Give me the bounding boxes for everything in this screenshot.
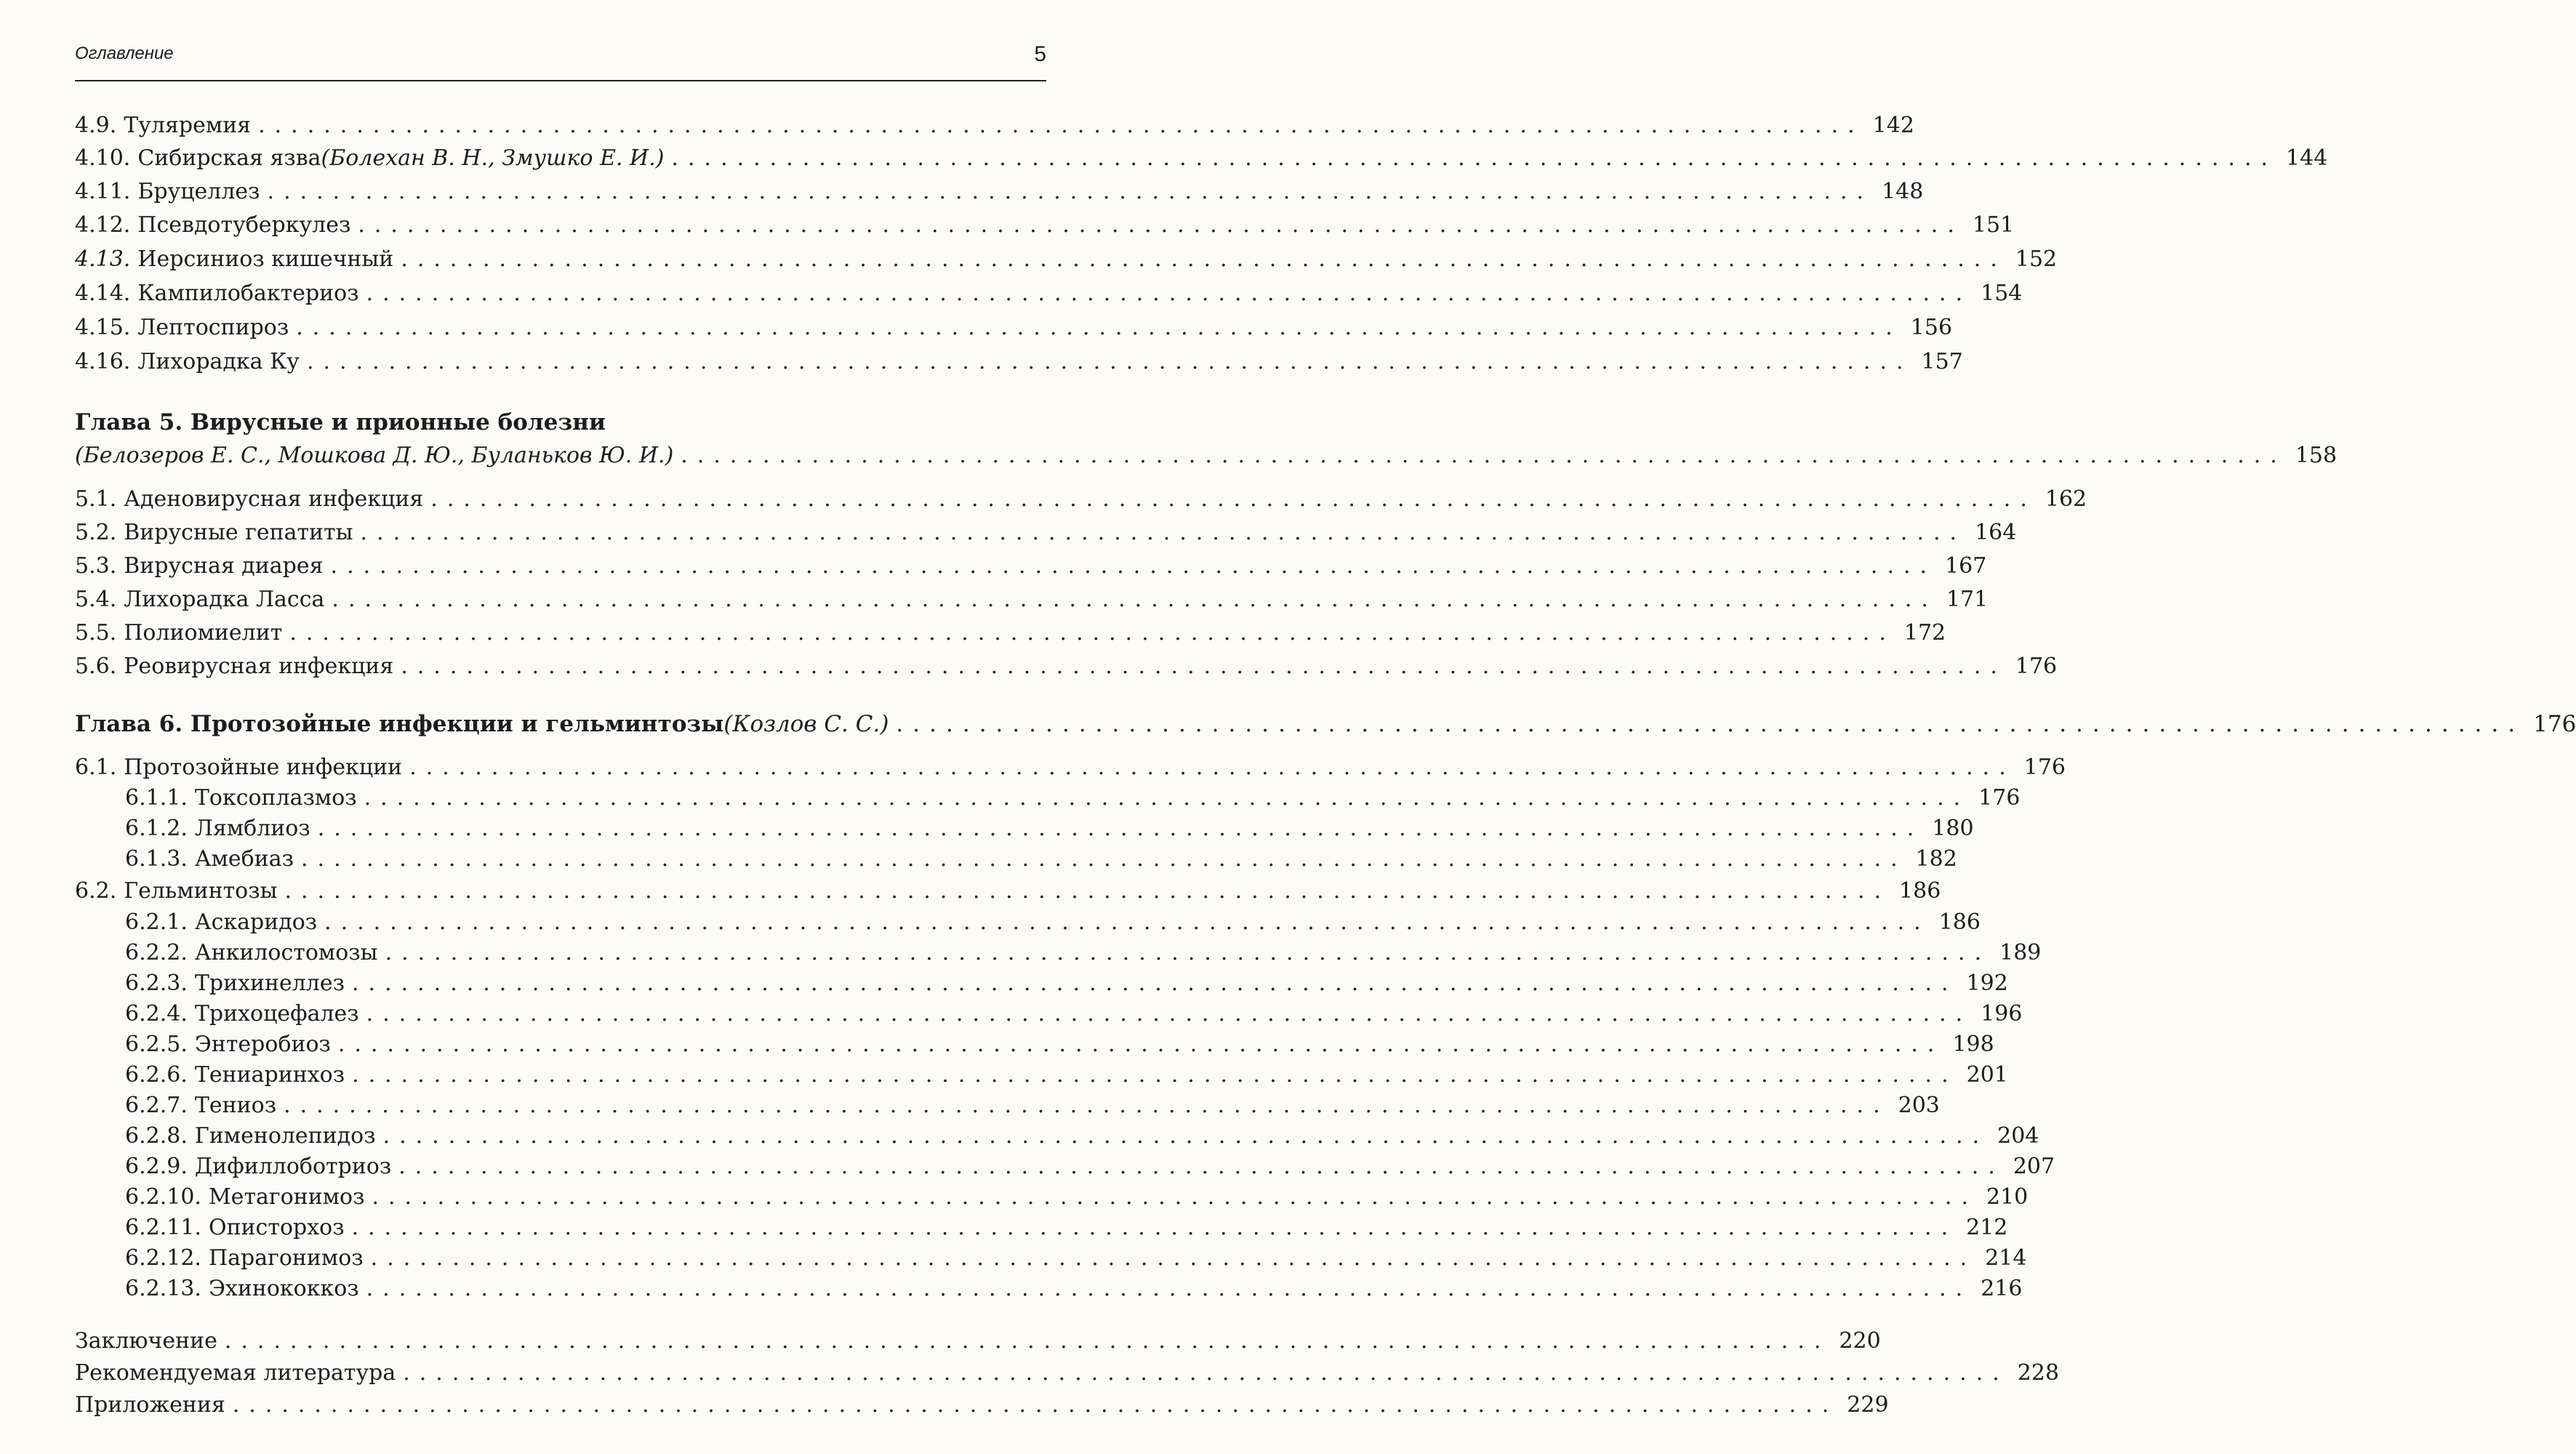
- toc-entry-page: 210: [1986, 1184, 2029, 1210]
- toc-entry-page: 172: [1903, 620, 1946, 646]
- toc-entry-title: Реовирусная инфекция: [124, 654, 394, 679]
- toc-leader-dots: ..................................................................................................: [364, 785, 1970, 811]
- toc-entry-title: Трихинеллез: [194, 971, 345, 996]
- toc-entry-title: Эхинококкоз: [208, 1276, 359, 1301]
- toc-entry-authors: (Болехан В. Н., Змушко Е. И.): [321, 145, 665, 171]
- toc-entry-page: 220: [1839, 1328, 1881, 1354]
- toc-entry-number: 4.16.: [75, 349, 131, 374]
- toc-entry[interactable]: [75, 652, 2058, 683]
- toc-entry-title: Псевдотуберкулез: [137, 212, 351, 238]
- toc-leader-dots: ..................................................................................................: [896, 711, 2525, 737]
- toc-entry[interactable]: [75, 1327, 1881, 1357]
- toc-leader-dots: ..................................................................................................: [330, 553, 1937, 579]
- toc-entry-page: 212: [1966, 1215, 2008, 1240]
- toc-entry-number: 6.2.12.: [125, 1245, 201, 1271]
- toc-entry[interactable]: [75, 441, 2338, 472]
- toc-entry[interactable]: [75, 585, 1989, 616]
- toc-entry[interactable]: [125, 1061, 2008, 1091]
- toc-entry-number: 6.2.10.: [125, 1184, 201, 1210]
- toc-entry-number: 5.4.: [75, 587, 117, 612]
- toc-leader-dots: ..................................................................................................: [430, 486, 2037, 512]
- toc-leader-dots: ..................................................................................................: [351, 971, 1958, 996]
- toc-entry[interactable]: [125, 1091, 1940, 1122]
- toc-entry-title: Протозойные инфекции: [124, 755, 403, 780]
- toc-leader-dots: ..................................................................................................: [366, 1276, 1973, 1301]
- toc-leader-dots: ..................................................................................................: [366, 1001, 1973, 1027]
- toc-entry-number: 6.1.: [75, 755, 117, 780]
- toc-entry[interactable]: [75, 877, 1941, 907]
- toc-entry-title: Лептоспироз: [137, 315, 289, 340]
- chapter-heading[interactable]: [75, 408, 1046, 438]
- toc-entry-page: 216: [1981, 1276, 2023, 1301]
- toc-leader-dots: ..................................................................................................: [232, 1392, 1839, 1418]
- toc-entry-title: Сибирская язва: [137, 145, 321, 171]
- toc-entry-number: 5.5.: [75, 620, 117, 646]
- toc-entry[interactable]: [75, 279, 2023, 310]
- toc-leader-dots: ..................................................................................................: [409, 755, 2015, 780]
- toc-entry[interactable]: [125, 1244, 2027, 1274]
- toc-entry-title: Тениоз: [194, 1093, 277, 1118]
- toc-entry-number: 5.1.: [75, 486, 117, 512]
- toc-entry[interactable]: [125, 784, 2021, 814]
- toc-entry[interactable]: [75, 552, 1987, 582]
- toc-leader-dots: ..................................................................................................: [681, 443, 2287, 468]
- toc-entry[interactable]: [125, 1030, 1994, 1061]
- toc-entry-page: 186: [1938, 909, 1981, 935]
- toc-entry[interactable]: [75, 1359, 2060, 1389]
- toc-entry-page: 148: [1882, 179, 1924, 204]
- toc-entry-number: 4.15.: [75, 315, 131, 340]
- toc-leader-dots: ..................................................................................................: [401, 654, 2007, 679]
- toc-entry-page: 186: [1899, 878, 1941, 904]
- toc-entry-title: Туляремия: [124, 113, 252, 138]
- toc-entry-page: 156: [1910, 315, 1953, 340]
- toc-entry[interactable]: [75, 144, 2328, 174]
- toc-entry-number: 6.2.2.: [125, 940, 188, 965]
- toc-entry-number: 4.12.: [75, 212, 131, 238]
- toc-entry-number: 6.2.5.: [125, 1032, 188, 1057]
- toc-entry-title: Кампилобактериоз: [137, 281, 359, 306]
- toc-entry[interactable]: [75, 485, 2087, 515]
- toc-entry-number: 6.2.: [75, 878, 117, 904]
- toc-leader-dots: ..................................................................................................: [306, 349, 1913, 374]
- toc-entry-number: 6.1.3.: [125, 846, 188, 872]
- toc-entry[interactable]: [75, 177, 1924, 208]
- toc-entry-title: Энтеробиоз: [194, 1032, 331, 1057]
- toc-entry-title: Вирусная диарея: [124, 553, 324, 579]
- toc-entry-page: 158: [2295, 443, 2338, 468]
- toc-leader-dots: ..................................................................................................: [289, 620, 1895, 646]
- toc-entry-page: 189: [1999, 940, 2042, 965]
- toc-entry-page: 198: [1952, 1032, 1994, 1057]
- toc-entry-page: 151: [1972, 212, 2015, 238]
- toc-leader-dots: ..................................................................................................: [224, 1328, 1831, 1354]
- toc-entry-title: Вирусные гепатиты: [124, 520, 353, 545]
- toc-entry-title: Парагонимоз: [208, 1245, 364, 1271]
- toc-leader-dots: ..................................................................................................: [360, 520, 1967, 545]
- toc-entry[interactable]: [125, 908, 1981, 939]
- toc-entry-page: 176: [2533, 711, 2576, 737]
- toc-entry-title: Бруцеллез: [137, 179, 260, 204]
- toc-entry-page: 201: [1966, 1062, 2008, 1088]
- toc-entry[interactable]: [125, 814, 1974, 845]
- toc-entry-number: 4.10.: [75, 145, 131, 171]
- toc-entry-number: 4.9.: [75, 113, 117, 138]
- toc-entry-page: 192: [1966, 971, 2008, 996]
- toc-entry[interactable]: [75, 313, 1953, 344]
- toc-entry-page: 157: [1921, 349, 1963, 374]
- toc-leader-dots: ..................................................................................................: [366, 281, 1973, 306]
- toc-entry-page: 171: [1946, 587, 1989, 612]
- toc-entry-title: Метагонимоз: [208, 1184, 365, 1210]
- toc-entry-page: 182: [1915, 846, 1957, 872]
- toc-entry-title: Рекомендуемая литература: [75, 1360, 396, 1386]
- toc-entry-page: 180: [1932, 816, 1974, 841]
- toc-entry[interactable]: [125, 1122, 2039, 1152]
- toc-entry-title: Дифиллоботриоз: [194, 1154, 392, 1179]
- toc-entry-title: Описторхоз: [208, 1215, 345, 1240]
- toc-entry-number: 6.1.1.: [125, 785, 188, 811]
- toc-entry-authors: (Белозеров Е. С., Мошкова Д. Ю., Буланьков Ю. И.): [75, 443, 674, 468]
- toc-entry[interactable]: [125, 969, 2008, 1000]
- toc-entry[interactable]: [125, 1274, 2023, 1305]
- toc-leader-dots: ..................................................................................................: [352, 1062, 1958, 1088]
- toc-entry-page: 229: [1847, 1392, 1889, 1418]
- toc-leader-dots: ..................................................................................................: [324, 909, 1930, 935]
- toc-leader-dots: ..................................................................................................: [401, 246, 2007, 272]
- toc-leader-dots: ..................................................................................................: [351, 1215, 1958, 1240]
- toc-leader-dots: ..................................................................................................: [385, 940, 1991, 965]
- toc-entry-number: 6.2.7.: [125, 1093, 188, 1118]
- toc-entry-number: 5.6.: [75, 654, 117, 679]
- toc-entry-page: 214: [1985, 1245, 2027, 1271]
- toc-leader-dots: ..................................................................................................: [258, 113, 1864, 138]
- toc-leader-dots: ..................................................................................................: [296, 315, 1902, 340]
- toc-entry-title: Гименолепидоз: [194, 1123, 376, 1149]
- toc-entry-number: 6.2.1.: [125, 909, 188, 935]
- toc-entry-page: 164: [1975, 520, 2017, 545]
- toc-entry[interactable]: [75, 1391, 1889, 1421]
- toc-entry-title: Трихоцефалез: [194, 1001, 359, 1027]
- toc-leader-dots: ..................................................................................................: [370, 1245, 1977, 1271]
- toc-entry-page: 203: [1898, 1093, 1940, 1118]
- toc-leader-dots: ..................................................................................................: [332, 587, 1938, 612]
- toc-entry[interactable]: [75, 111, 1914, 142]
- toc-entry-number: 4.14.: [75, 281, 131, 306]
- toc-entry-page: 176: [2015, 654, 2058, 679]
- toc-leader-dots: ..................................................................................................: [337, 1032, 1944, 1057]
- toc-entry-title: Лихорадка Ку: [137, 349, 300, 374]
- toc-entry-title: Заключение: [75, 1328, 217, 1354]
- toc-entry[interactable]: [125, 1000, 2023, 1030]
- toc-entry-title: Полиомиелит: [124, 620, 283, 646]
- toc-entry[interactable]: [75, 211, 2015, 241]
- toc-entry-page: 167: [1945, 553, 1987, 579]
- toc-entry-page: 176: [2023, 755, 2066, 780]
- toc-leader-dots: ..................................................................................................: [403, 1360, 2009, 1386]
- toc-leader-dots: ..................................................................................................: [372, 1184, 1978, 1210]
- toc-entry-page: 162: [2045, 486, 2087, 512]
- toc-entry-page: 176: [1978, 785, 2021, 811]
- page-number: 5: [1034, 42, 1046, 66]
- toc-entry-page: 196: [1981, 1001, 2023, 1027]
- toc-entry[interactable]: [75, 619, 1946, 649]
- toc-entry[interactable]: [75, 348, 1963, 378]
- toc-entry-title: Приложения: [75, 1392, 225, 1418]
- toc-leader-dots: ..................................................................................................: [671, 145, 2278, 171]
- toc-leader-dots: ..................................................................................................: [317, 816, 1924, 841]
- toc-leader-dots: ..................................................................................................: [358, 212, 1964, 238]
- toc-leader-dots: ..................................................................................................: [382, 1123, 1989, 1149]
- toc-entry-title: Тениаринхоз: [194, 1062, 345, 1088]
- toc-entry[interactable]: [75, 245, 2058, 276]
- toc-entry-page: 152: [2015, 246, 2058, 272]
- toc-entry[interactable]: [75, 753, 2066, 784]
- toc-entry-number: 6.2.11.: [125, 1215, 201, 1240]
- toc-entry-number: 6.2.9.: [125, 1154, 188, 1179]
- toc-entry[interactable]: [125, 1183, 2029, 1213]
- toc-entry-page: 204: [1997, 1123, 2039, 1149]
- toc-entry[interactable]: [125, 845, 1957, 875]
- toc-entry[interactable]: [125, 939, 2042, 969]
- toc-entry-number: 6.2.4.: [125, 1001, 188, 1027]
- toc-entry-page: 142: [1872, 113, 1914, 138]
- toc-entry-title: Анкилостомозы: [194, 940, 378, 965]
- toc-entry-title: Иерсиниоз кишечный: [137, 246, 394, 272]
- toc-entry[interactable]: [125, 1213, 2008, 1244]
- chapter-heading[interactable]: [75, 710, 2576, 740]
- toc-entry-title: Лихорадка Ласса: [124, 587, 325, 612]
- toc-leader-dots: ..................................................................................................: [301, 846, 1907, 872]
- toc-entry-title: Лямблиоз: [194, 816, 310, 841]
- running-title: Оглавление: [75, 44, 174, 63]
- toc-leader-dots: ..................................................................................................: [267, 179, 1874, 204]
- chapter-title: Глава 5. Вирусные и прионные болезни: [75, 409, 606, 435]
- toc-entry-number: 6.1.2.: [125, 816, 188, 841]
- toc-leader-dots: ..................................................................................................: [284, 878, 1891, 904]
- toc-entry-number: 5.2.: [75, 520, 117, 545]
- toc-entry-title: Амебиаз: [194, 846, 294, 872]
- toc-entry-title: Токсоплазмоз: [194, 785, 357, 811]
- toc-entry-number: 4.13.: [75, 246, 131, 272]
- toc-entry[interactable]: [75, 518, 2017, 549]
- toc-entry-number: 4.11.: [75, 179, 131, 204]
- toc-entry-number: 6.2.13.: [125, 1276, 201, 1301]
- toc-entry-number: 6.2.6.: [125, 1062, 188, 1088]
- toc-entry-page: 154: [1981, 281, 2023, 306]
- toc-leader-dots: ..................................................................................................: [398, 1154, 2005, 1179]
- toc-entry-page: 207: [2013, 1154, 2055, 1179]
- toc-entry-page: 144: [2286, 145, 2328, 171]
- toc-entry-title: Гельминтозы: [124, 878, 278, 904]
- chapter-title: Глава 6. Протозойные инфекции и гельминтозы: [75, 711, 724, 737]
- toc-entry-number: 6.2.3.: [125, 971, 188, 996]
- toc-entry-title: Аскаридоз: [194, 909, 318, 935]
- toc-entry-number: 5.3.: [75, 553, 117, 579]
- toc-leader-dots: ..................................................................................................: [284, 1093, 1890, 1118]
- toc-entry-title: Аденовирусная инфекция: [124, 486, 424, 512]
- toc-entry-authors: (Козлов С. С.): [723, 711, 889, 737]
- toc-entry-page: 228: [2017, 1360, 2060, 1386]
- toc-entry-number: 6.2.8.: [125, 1123, 188, 1149]
- toc-entry[interactable]: [125, 1152, 2055, 1183]
